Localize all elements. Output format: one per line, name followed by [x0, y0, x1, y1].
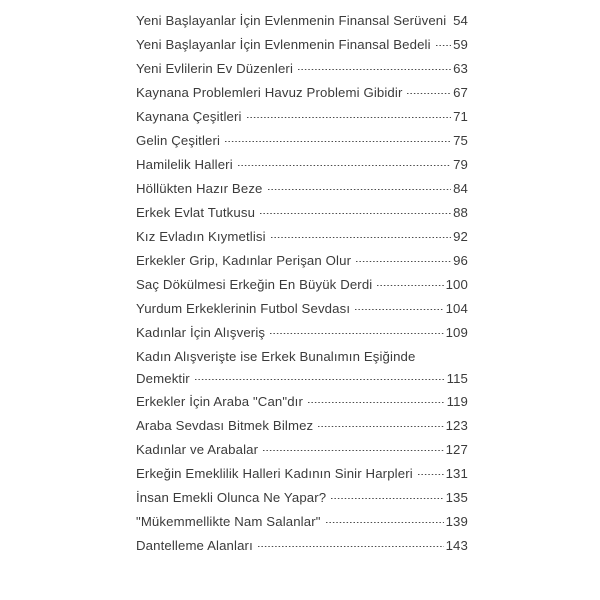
- toc-entry-row: [136, 105, 468, 129]
- toc-dot-leader: [377, 276, 443, 289]
- toc-page-number[interactable]: 100: [445, 277, 468, 292]
- toc-entry-title: İnsan Emekli Olunca Ne Yapar?: [136, 490, 327, 505]
- toc-entry-title: Erkeğin Emeklilik Halleri Kadının Sinir Harpleri: [136, 466, 413, 481]
- toc-page-number[interactable]: 92: [453, 229, 468, 244]
- toc-entry-row: [136, 297, 468, 321]
- toc-entry-row: [136, 486, 468, 510]
- toc-entry-title: Kız Evladın Kıymetlisi: [136, 229, 266, 244]
- toc-entry-title: Kaynana Çeşitleri: [136, 109, 242, 124]
- toc-entry-row: [136, 57, 468, 81]
- toc-dot-leader: [225, 132, 451, 145]
- toc-dot-leader: [260, 204, 451, 217]
- toc-dot-leader: [318, 417, 443, 430]
- toc-entry[interactable]: [136, 390, 468, 414]
- toc-dot-leader: [418, 465, 444, 478]
- toc-dot-leader: [407, 84, 451, 97]
- toc-entry-title: Erkekler İçin Araba "Can"dır: [136, 394, 303, 409]
- toc-dot-leader: [268, 180, 452, 193]
- toc-entry[interactable]: [136, 345, 468, 390]
- toc-entry[interactable]: [136, 438, 468, 462]
- toc-entry[interactable]: [136, 153, 468, 177]
- toc-entry-title: Yurdum Erkeklerinin Futbol Sevdası: [136, 301, 351, 316]
- toc-page-number[interactable]: 54: [453, 13, 468, 28]
- toc-entry-row: [136, 201, 468, 225]
- toc-entry-row: [136, 129, 468, 153]
- toc-dot-leader: [298, 60, 451, 73]
- toc-entry-title: Kadınlar ve Arabalar: [136, 442, 259, 457]
- toc-entry-title-row: [136, 345, 468, 368]
- toc-page-number[interactable]: 96: [453, 253, 468, 268]
- toc-entry-title: Yeni Evlilerin Ev Düzenleri: [136, 61, 294, 76]
- toc-entry-title: "Mükemmellikte Nam Salanlar": [136, 514, 321, 529]
- toc-entry[interactable]: [136, 81, 468, 105]
- toc-dot-leader: [195, 370, 445, 383]
- toc-entry[interactable]: [136, 129, 468, 153]
- toc-page-number[interactable]: 63: [453, 61, 468, 76]
- toc-dot-leader: [331, 489, 443, 502]
- toc-entry-title: Erkekler Grip, Kadınlar Perişan Olur: [136, 253, 352, 268]
- toc-dot-leader: [436, 36, 451, 49]
- toc-entry-title: Yeni Başlayanlar İçin Evlenmenin Finansal Bedeli: [136, 37, 431, 52]
- toc-entry-row: [136, 177, 468, 201]
- toc-entry-row: [136, 225, 468, 249]
- toc-entry[interactable]: [136, 273, 468, 297]
- toc-entry-title: Kadınlar İçin Alışveriş: [136, 325, 266, 340]
- toc-entry[interactable]: [136, 462, 468, 486]
- toc-entry[interactable]: [136, 225, 468, 249]
- toc-entry[interactable]: [136, 33, 468, 57]
- toc-entry-title: Kadın Alışverişte ise Erkek Bunalımın Eşiğinde: [136, 349, 416, 364]
- toc-entry-title: Höllükten Hazır Beze: [136, 181, 263, 196]
- toc-entry[interactable]: [136, 201, 468, 225]
- toc-entry-row: [136, 153, 468, 177]
- toc-entry-title: Kaynana Problemleri Havuz Problemi Gibidir: [136, 85, 403, 100]
- toc-dot-leader: [270, 324, 443, 337]
- toc-dot-leader: [238, 156, 451, 169]
- toc-entry-title-continuation: Demektir: [136, 371, 190, 386]
- toc-entry-row: [136, 510, 468, 534]
- toc-entry-row: [136, 321, 468, 345]
- toc-page-number[interactable]: 127: [445, 442, 468, 457]
- toc-entry[interactable]: [136, 510, 468, 534]
- toc-page-number[interactable]: 135: [445, 490, 468, 505]
- toc-list: [136, 9, 468, 558]
- toc-page-number[interactable]: 109: [445, 325, 468, 340]
- toc-dot-leader: [355, 300, 443, 313]
- toc-page-number[interactable]: 79: [453, 157, 468, 172]
- toc-entry-row: [136, 273, 468, 297]
- toc-dot-leader: [258, 537, 444, 550]
- toc-entry[interactable]: [136, 177, 468, 201]
- toc-page-number[interactable]: 67: [453, 85, 468, 100]
- toc-page-number[interactable]: 104: [445, 301, 468, 316]
- toc-entry[interactable]: [136, 414, 468, 438]
- toc-dot-leader: [447, 12, 451, 25]
- toc-entry-title: Araba Sevdası Bitmek Bilmez: [136, 418, 314, 433]
- toc-entry-row: [136, 438, 468, 462]
- toc-entry[interactable]: [136, 534, 468, 558]
- toc-entry-row: [136, 81, 468, 105]
- toc-entry-title: Erkek Evlat Tutkusu: [136, 205, 256, 220]
- toc-entry[interactable]: [136, 57, 468, 81]
- toc-entry[interactable]: [136, 105, 468, 129]
- toc-entry[interactable]: [136, 9, 468, 33]
- toc-entry-row: [136, 9, 468, 33]
- toc-entry-title: Yeni Başlayanlar İçin Evlenmenin Finansal Serüveni: [136, 13, 447, 28]
- toc-page-number[interactable]: 119: [446, 394, 468, 409]
- toc-entry-row: [136, 249, 468, 273]
- toc-entry-row: [136, 414, 468, 438]
- toc-dot-leader: [247, 108, 451, 121]
- toc-page-number[interactable]: 88: [453, 205, 468, 220]
- toc-page-number[interactable]: 123: [445, 418, 468, 433]
- toc-entry[interactable]: [136, 486, 468, 510]
- toc-dot-leader: [356, 252, 451, 265]
- toc-entry-row: [136, 462, 468, 486]
- toc-dot-leader: [308, 393, 445, 406]
- toc-page-number[interactable]: 143: [445, 538, 468, 553]
- toc-page-number[interactable]: 75: [453, 133, 468, 148]
- toc-entry-title: Gelin Çeşitleri: [136, 133, 221, 148]
- toc-dot-leader: [326, 513, 444, 526]
- toc-entry-title: Dantelleme Alanları: [136, 538, 253, 553]
- toc-page-number[interactable]: 59: [453, 37, 468, 52]
- toc-page-number[interactable]: 71: [453, 109, 468, 124]
- toc-dot-leader: [271, 228, 451, 241]
- toc-entry[interactable]: [136, 321, 468, 345]
- toc-page-number[interactable]: 115: [446, 371, 468, 386]
- toc-entry-row: [136, 390, 468, 414]
- toc-entry-title: Saç Dökülmesi Erkeğin En Büyük Derdi: [136, 277, 373, 292]
- toc-page-number[interactable]: 84: [453, 181, 468, 196]
- toc-entry-row: [136, 33, 468, 57]
- toc-page-number[interactable]: 139: [445, 514, 468, 529]
- toc-entry-row: [136, 534, 468, 558]
- toc-entry-continuation-row: [136, 368, 468, 390]
- toc-entry[interactable]: [136, 249, 468, 273]
- toc-entry-title: Hamilelik Halleri: [136, 157, 233, 172]
- toc-page-number[interactable]: 131: [445, 466, 468, 481]
- toc-entry[interactable]: [136, 297, 468, 321]
- toc-dot-leader: [263, 441, 443, 454]
